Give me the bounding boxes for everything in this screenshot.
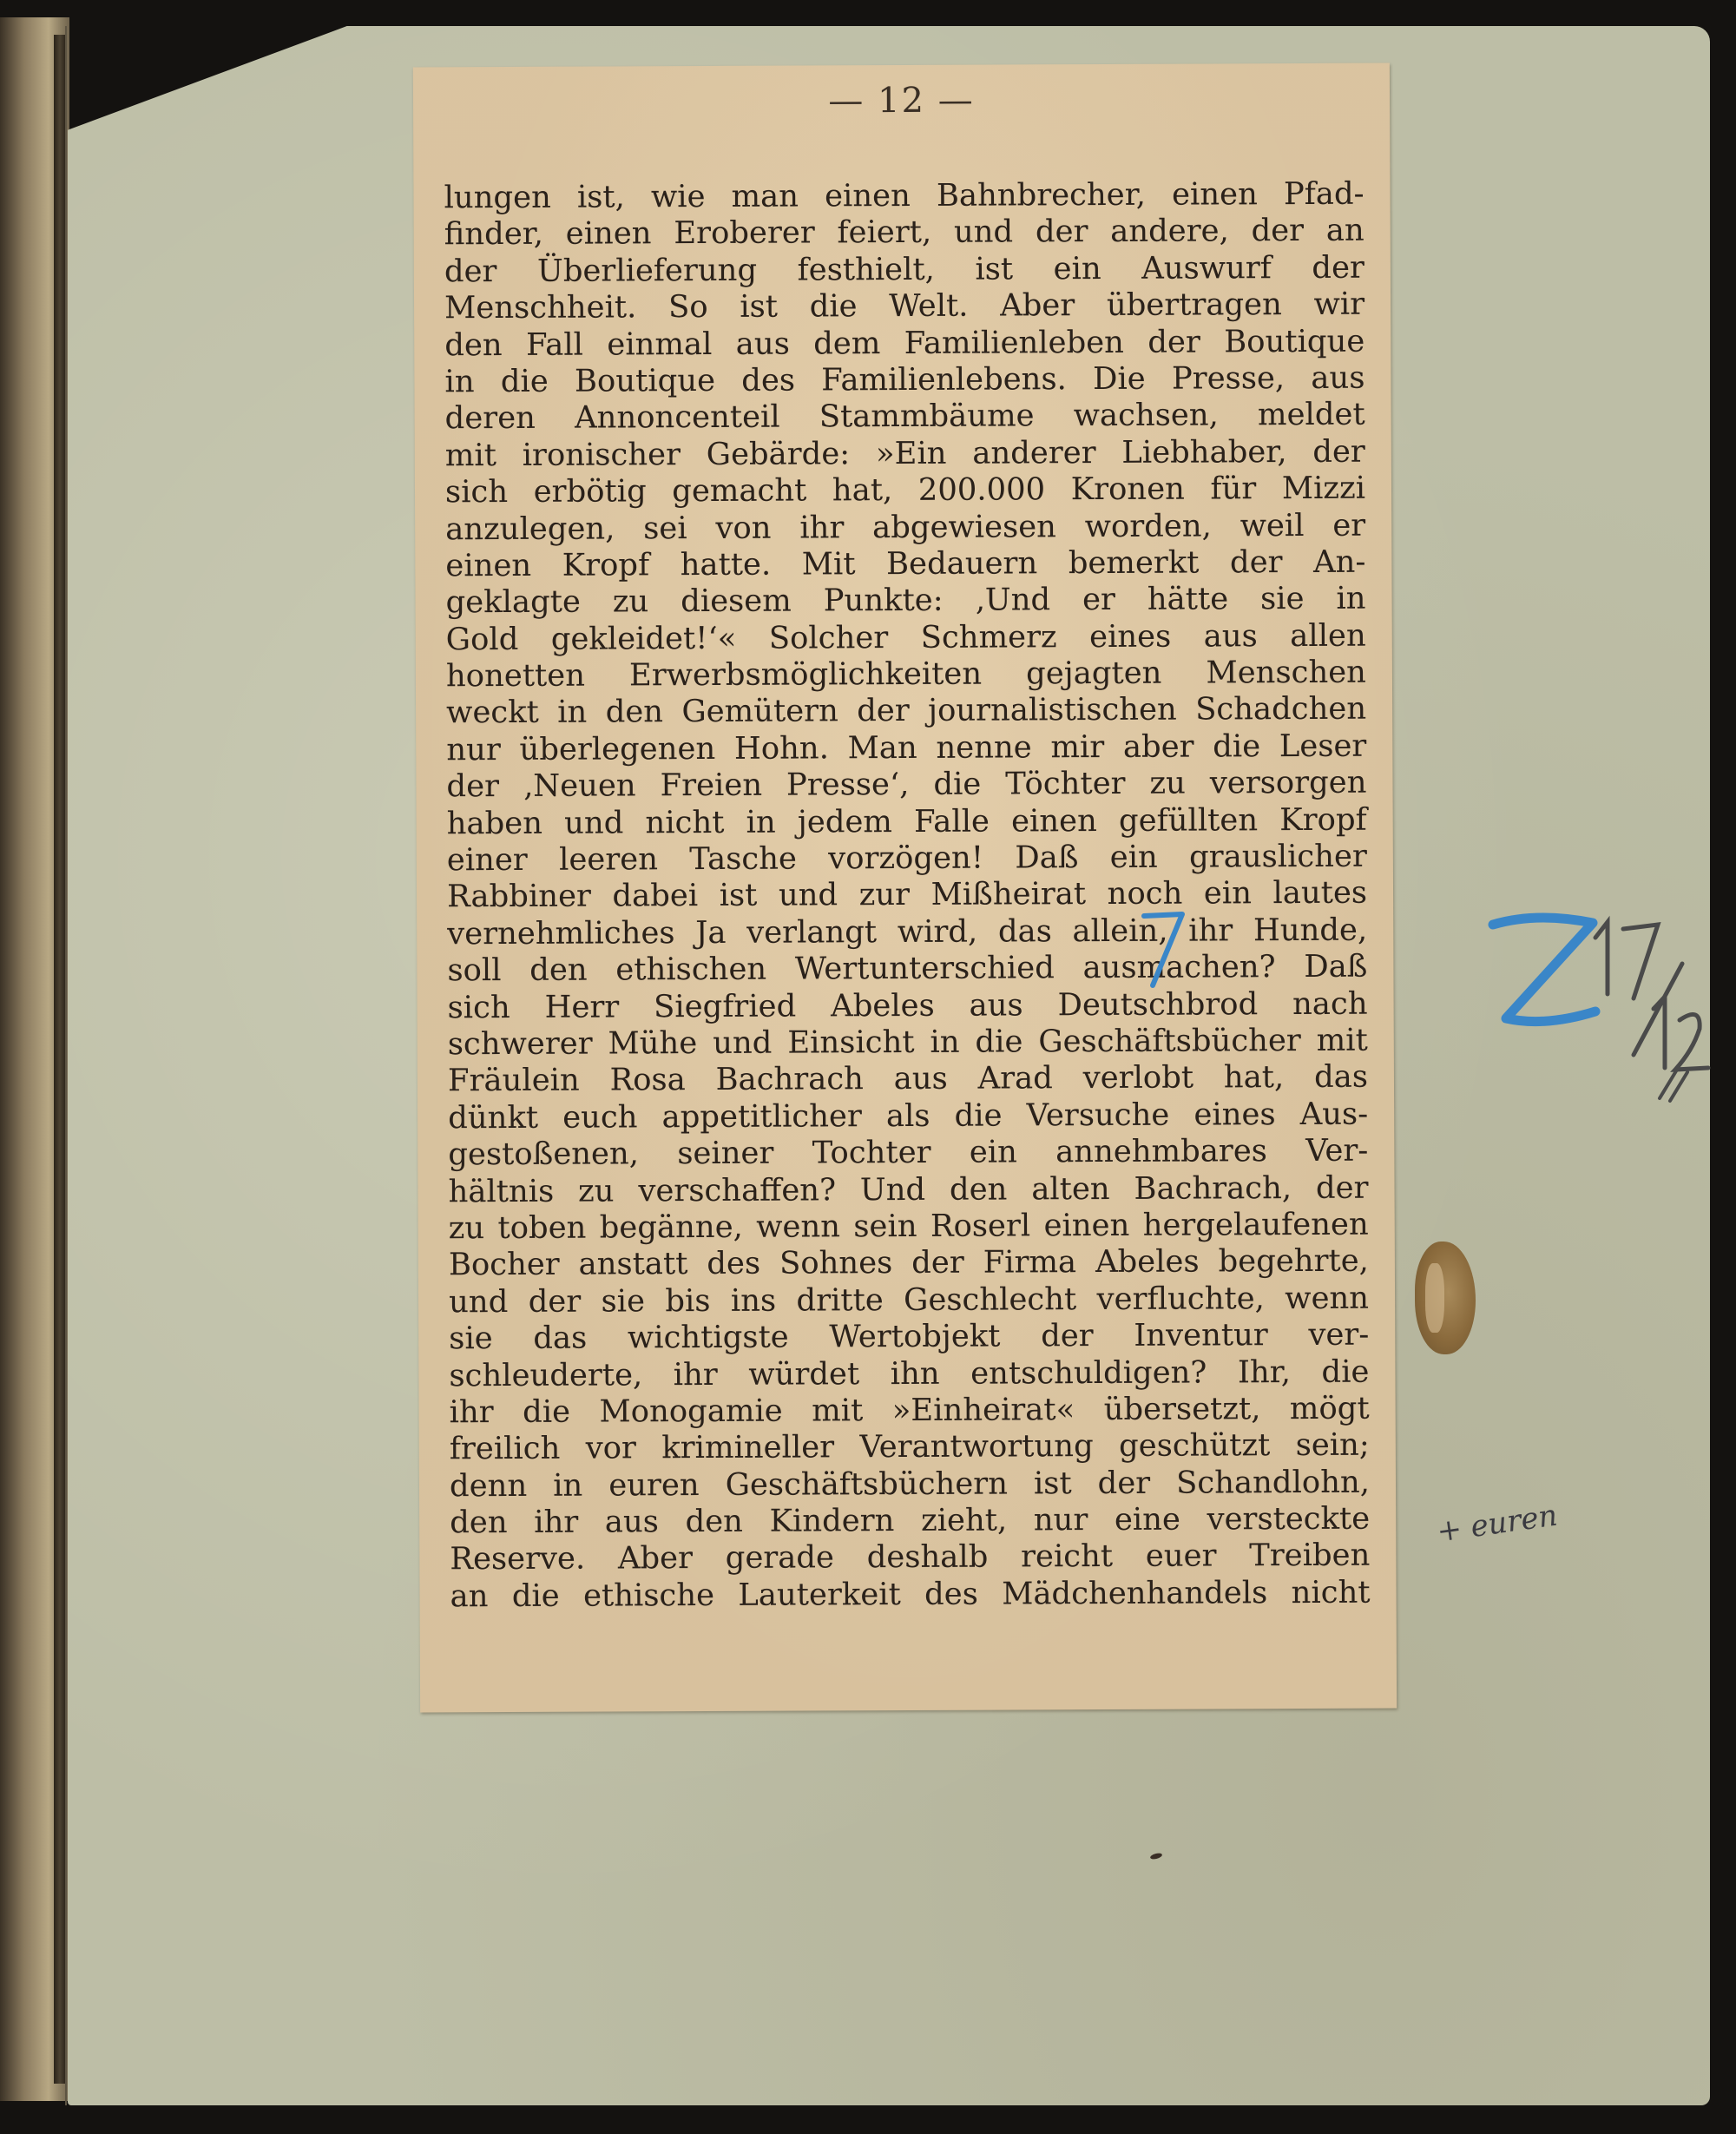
article-line: sich erbötig gemacht hat, 200.000 Kronen für Mizzi [444,470,1366,510]
article-line: den ihr aus den Kindern zieht, nur eine versteckte [450,1500,1371,1541]
article-line: sie das wichtigste Wertobjekt der Inventur ver- [449,1316,1370,1357]
article-line: sich Herr Siegfried Abeles aus Deutschbrod nach [447,985,1368,1025]
article-line: gestoßenen, seiner Tochter ein annehmbares Ver- [448,1132,1369,1173]
page-edge [65,26,67,2105]
article-line: ihr die Monogamie mit »Einheirat« übersetzt, mögt [449,1390,1370,1431]
article-line: Gold gekleidet!‘« Solcher Schmerz eines aus allen [445,617,1366,657]
article-line: weckt in den Gemütern der journalistischen Schadchen [446,691,1367,731]
article-line: der Überlieferung festhielt, ist ein Auswurf der [444,249,1364,290]
article-line: Rabbiner dabei ist und zur Mißheirat noch ein lautes [446,875,1368,915]
article-line: anzulegen, sei von ihr abgewiesen worden, weil er [445,507,1366,547]
article-line: vernehmliches Ja verlangt wird, das allein, ihr Hunde, [447,912,1368,952]
spine-groove [54,35,66,2084]
article-line: nur überlegenen Hohn. Man nenne mir aber die Leser [446,728,1367,768]
page-number: — 12 — [828,80,975,122]
article-line: schleuderte, ihr würdet ihn entschuldigen? Ihr, die [449,1354,1370,1393]
article-line: lungen ist, wie man einen Bahnbrecher, einen Pfad- [444,175,1364,216]
article-line: an die ethische Lauterkeit des Mädchenhandels nicht [450,1574,1371,1615]
article-line: einen Kropf hatte. Mit Bedauern bemerkt der An- [445,543,1366,584]
article-line: soll den ethischen Wertunterschied ausmachen? Daß [447,948,1368,989]
article-line: dünkt euch appetitlicher als die Versuche eines Aus- [448,1096,1369,1136]
article-line: geklagte zu diesem Punkte: ‚Und er hätte sie in [445,580,1366,621]
article-line: Fräulein Rosa Bachrach aus Arad verlobt hat, das [447,1059,1369,1099]
stain-highlight [1425,1263,1444,1333]
article-line: einer leeren Tasche vorzögen! Daß ein grauslicher [446,838,1367,879]
article-line: deren Annoncenteil Stammbäume wachsen, meldet [444,397,1365,437]
article-line: freilich vor krimineller Verantwortung geschützt sein; [449,1426,1370,1467]
article-line: Reserve. Aber gerade deshalb reicht euer Treiben [450,1538,1371,1577]
article-line: mit ironischer Gebärde: »Ein anderer Liebhaber, der [444,433,1365,474]
article-line: und der sie bis ins dritte Geschlecht verfluchte, wenn [448,1280,1370,1321]
article-line: Bocher anstatt des Sohnes der Firma Abeles begehrte, [448,1243,1369,1283]
article-line: honetten Erwerbsmöglichkeiten gejagten Menschen [445,654,1367,695]
pencil-fraction-note [1562,903,1719,1111]
article-line: schwerer Mühe und Einsicht in die Geschäftsbücher mit [447,1022,1368,1063]
article-line: der ‚Neuen Freien Presse‘, die Töchter zu versorgen [446,764,1367,805]
article-line: denn in euren Geschäftsbüchern ist der Schandlohn, [449,1464,1371,1504]
article-line: finder, einen Eroberer feiert, und der andere, der an [444,213,1364,253]
margin-correction-note: + euren [1434,1498,1560,1550]
article-line: zu toben begänne, wenn sein Roserl einen hergelaufenen [448,1206,1369,1247]
newspaper-clipping [413,63,1397,1713]
article-text [444,176,1370,1616]
article-line: hältnis zu verschaffen? Und den alten Bachrach, der [448,1169,1369,1209]
article-line: Menschheit. So ist die Welt. Aber übertragen wir [444,286,1365,326]
blue-insert-mark [1137,907,1189,990]
article-line: den Fall einmal aus dem Familienleben der Boutique [444,323,1365,363]
article-line: haben und nicht in jedem Falle einen gefüllten Kropf [446,801,1367,841]
article-line: in die Boutique des Familienlebens. Die Presse, aus [444,359,1365,400]
paper-stain [1415,1242,1476,1354]
